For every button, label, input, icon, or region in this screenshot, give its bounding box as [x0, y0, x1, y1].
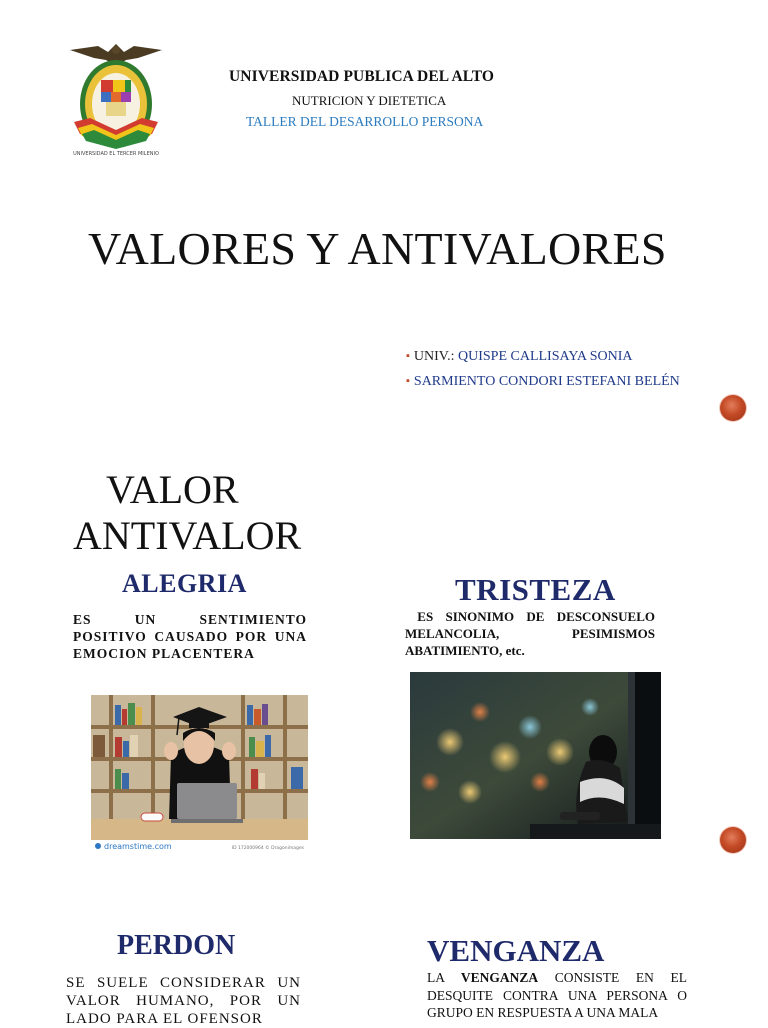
page-title: VALORES Y ANTIVALORES: [88, 223, 667, 274]
workshop-name: TALLER DEL DESARROLLO PERSONA: [246, 114, 484, 129]
photo-id-text: ID 172000964 © Dragonimages: [231, 846, 304, 851]
section-title-venganza: VENGANZA: [427, 933, 605, 968]
graduate-photo: [91, 695, 308, 852]
bullet-icon: ▪: [406, 350, 410, 362]
decorative-circle-icon: [720, 395, 746, 421]
author-item: [406, 374, 680, 390]
section-desc-perdon: SE SUELE CONSIDERAR UN VALOR HUMANO, POR UN LADO PARA EL OFENSOR: [66, 975, 301, 1027]
section-desc-alegria: ES UN SENTIMIENTO POSITIVO CAUSADO POR UNA EMOCION PLACENTERA: [73, 612, 307, 661]
section-desc-tristeza: ES SINONIMO DE DESCONSUELO MELANCOLIA, PESIMISMOS ABATIMIENTO, etc.: [405, 609, 659, 658]
university-logo: [68, 38, 164, 158]
author-prefix: UNIV.:: [413, 349, 455, 364]
label-valor: VALOR: [106, 467, 239, 512]
venganza-desc-bold: VENGANZA: [460, 970, 539, 985]
sad-girl-photo: [410, 672, 661, 839]
section-desc-venganza: [427, 969, 687, 1022]
section-title-tristeza: TRISTEZA: [455, 572, 616, 607]
section-title-perdon: PERDON: [117, 930, 236, 961]
venganza-desc-prefix: LA: [427, 970, 461, 985]
author-item: [406, 349, 633, 365]
venganza-desc-rest: CONSISTE EN EL DESQUITE CONTRA UNA PERSONA O GRUPO EN RESPUESTA A UNA MALA: [427, 970, 687, 1020]
section-title-alegria: ALEGRIA: [122, 569, 247, 598]
author-name: QUISPE CALLISAYA SONIA: [457, 349, 633, 364]
author-name: SARMIENTO CONDORI ESTEFANI BELÉN: [413, 374, 680, 389]
decorative-circle-icon: [720, 827, 746, 853]
watermark-text: dreamstime.com: [104, 842, 172, 851]
career-name: NUTRICION Y DIETETICA: [292, 93, 447, 108]
bullet-icon: ▪: [406, 375, 410, 387]
university-name: UNIVERSIDAD PUBLICA DEL ALTO: [229, 68, 495, 85]
svg-text:UNIVERSIDAD EL TERCER MILENIO: UNIVERSIDAD EL TERCER MILENIO: [73, 151, 159, 157]
label-antivalor: ANTIVALOR: [73, 513, 302, 558]
